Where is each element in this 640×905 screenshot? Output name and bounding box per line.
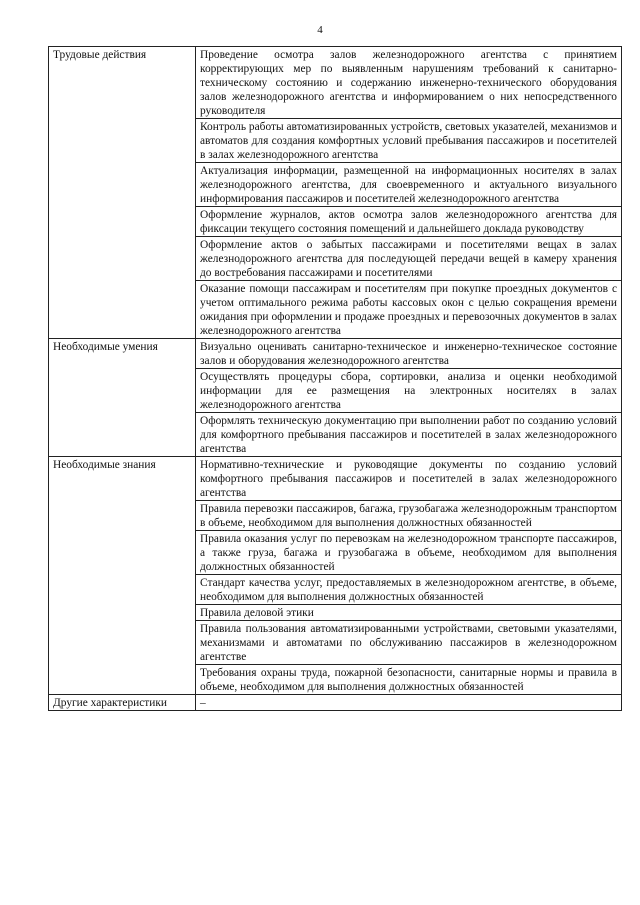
- qualification-table-body: [49, 47, 622, 711]
- table-cell: Осуществлять процедуры сбора, сортировки, анализа и оценки необходимой информации для ее размещения на электронных носителях в залах железнодорожного агентства: [196, 369, 622, 413]
- table-row: [49, 695, 622, 711]
- section-label: Другие характеристики: [49, 695, 196, 711]
- table-cell: Проведение осмотра залов железнодорожного агентства с принятием корректирующих мер по выявленным нарушениям требований к санитарно-техническому состоянию и содержанию инженерно-технического оборудования залов железнодорожного агентства и информированием о них непосредственного руководителя: [196, 47, 622, 119]
- table-row: [49, 457, 622, 501]
- table-cell: Оказание помощи пассажирам и посетителям при покупке проездных документов с учетом оптимального режима работы кассовых окон с целью сокращения времени ожидания при оформлении и продаже проездных и перевозочных документов в залах железнодорожного агентства: [196, 281, 622, 339]
- table-cell: –: [196, 695, 622, 711]
- section-label: Трудовые действия: [49, 47, 196, 339]
- table-cell: Актуализация информации, размещенной на информационных носителях в залах железнодорожного агентства, для своевременного и актуального визуального информирования пассажиров и посетителей железнодорожного агентства: [196, 163, 622, 207]
- section-label: Необходимые умения: [49, 339, 196, 457]
- table-cell: Оформление актов о забытых пассажирами и посетителями вещах в залах железнодорожного агентства для последующей передачи вещей в камеру хранения до востребования пассажирами и посетителями: [196, 237, 622, 281]
- table-row: [49, 47, 622, 119]
- section-label: Необходимые знания: [49, 457, 196, 695]
- table-cell: Оформлять техническую документацию при выполнении работ по созданию условий для комфортного пребывания пассажиров и посетителей в залах железнодорожного агентства: [196, 413, 622, 457]
- table-cell: Правила пользования автоматизированными устройствами, световыми указателями, механизмами и автоматами по обслуживанию пассажиров в железнодорожном агентстве: [196, 621, 622, 665]
- table-cell: Оформление журналов, актов осмотра залов железнодорожного агентства для фиксации текущего состояния помещений и дальнейшего доклада руководству: [196, 207, 622, 237]
- table-cell: Нормативно-технические и руководящие документы по созданию условий комфортного пребывания пассажиров и посетителей в залах железнодорожного агентства: [196, 457, 622, 501]
- table-cell: Визуально оценивать санитарно-техническое и инженерно-техническое состояние залов и оборудования железнодорожного агентства: [196, 339, 622, 369]
- table-cell: Правила перевозки пассажиров, багажа, грузобагажа железнодорожным транспортом в объеме, необходимом для выполнения должностных обязанностей: [196, 501, 622, 531]
- table-cell: Правила оказания услуг по перевозкам на железнодорожном транспорте пассажиров, а также груза, багажа и грузобагажа в объеме, необходимом для выполнения должностных обязанностей: [196, 531, 622, 575]
- table-cell: Правила деловой этики: [196, 605, 622, 621]
- qualification-table: [48, 46, 622, 711]
- page-number: 4: [317, 24, 323, 36]
- table-cell: Требования охраны труда, пожарной безопасности, санитарные нормы и правила в объеме, необходимом для выполнения должностных обязанностей: [196, 665, 622, 695]
- table-cell: Стандарт качества услуг, предоставляемых в железнодорожном агентстве, в объеме, необходимом для выполнения должностных обязанностей: [196, 575, 622, 605]
- table-row: [49, 339, 622, 369]
- table-cell: Контроль работы автоматизированных устройств, световых указателей, механизмов и автоматов для создания комфортных условий пребывания пассажиров и посетителей в залах железнодорожного агентства: [196, 119, 622, 163]
